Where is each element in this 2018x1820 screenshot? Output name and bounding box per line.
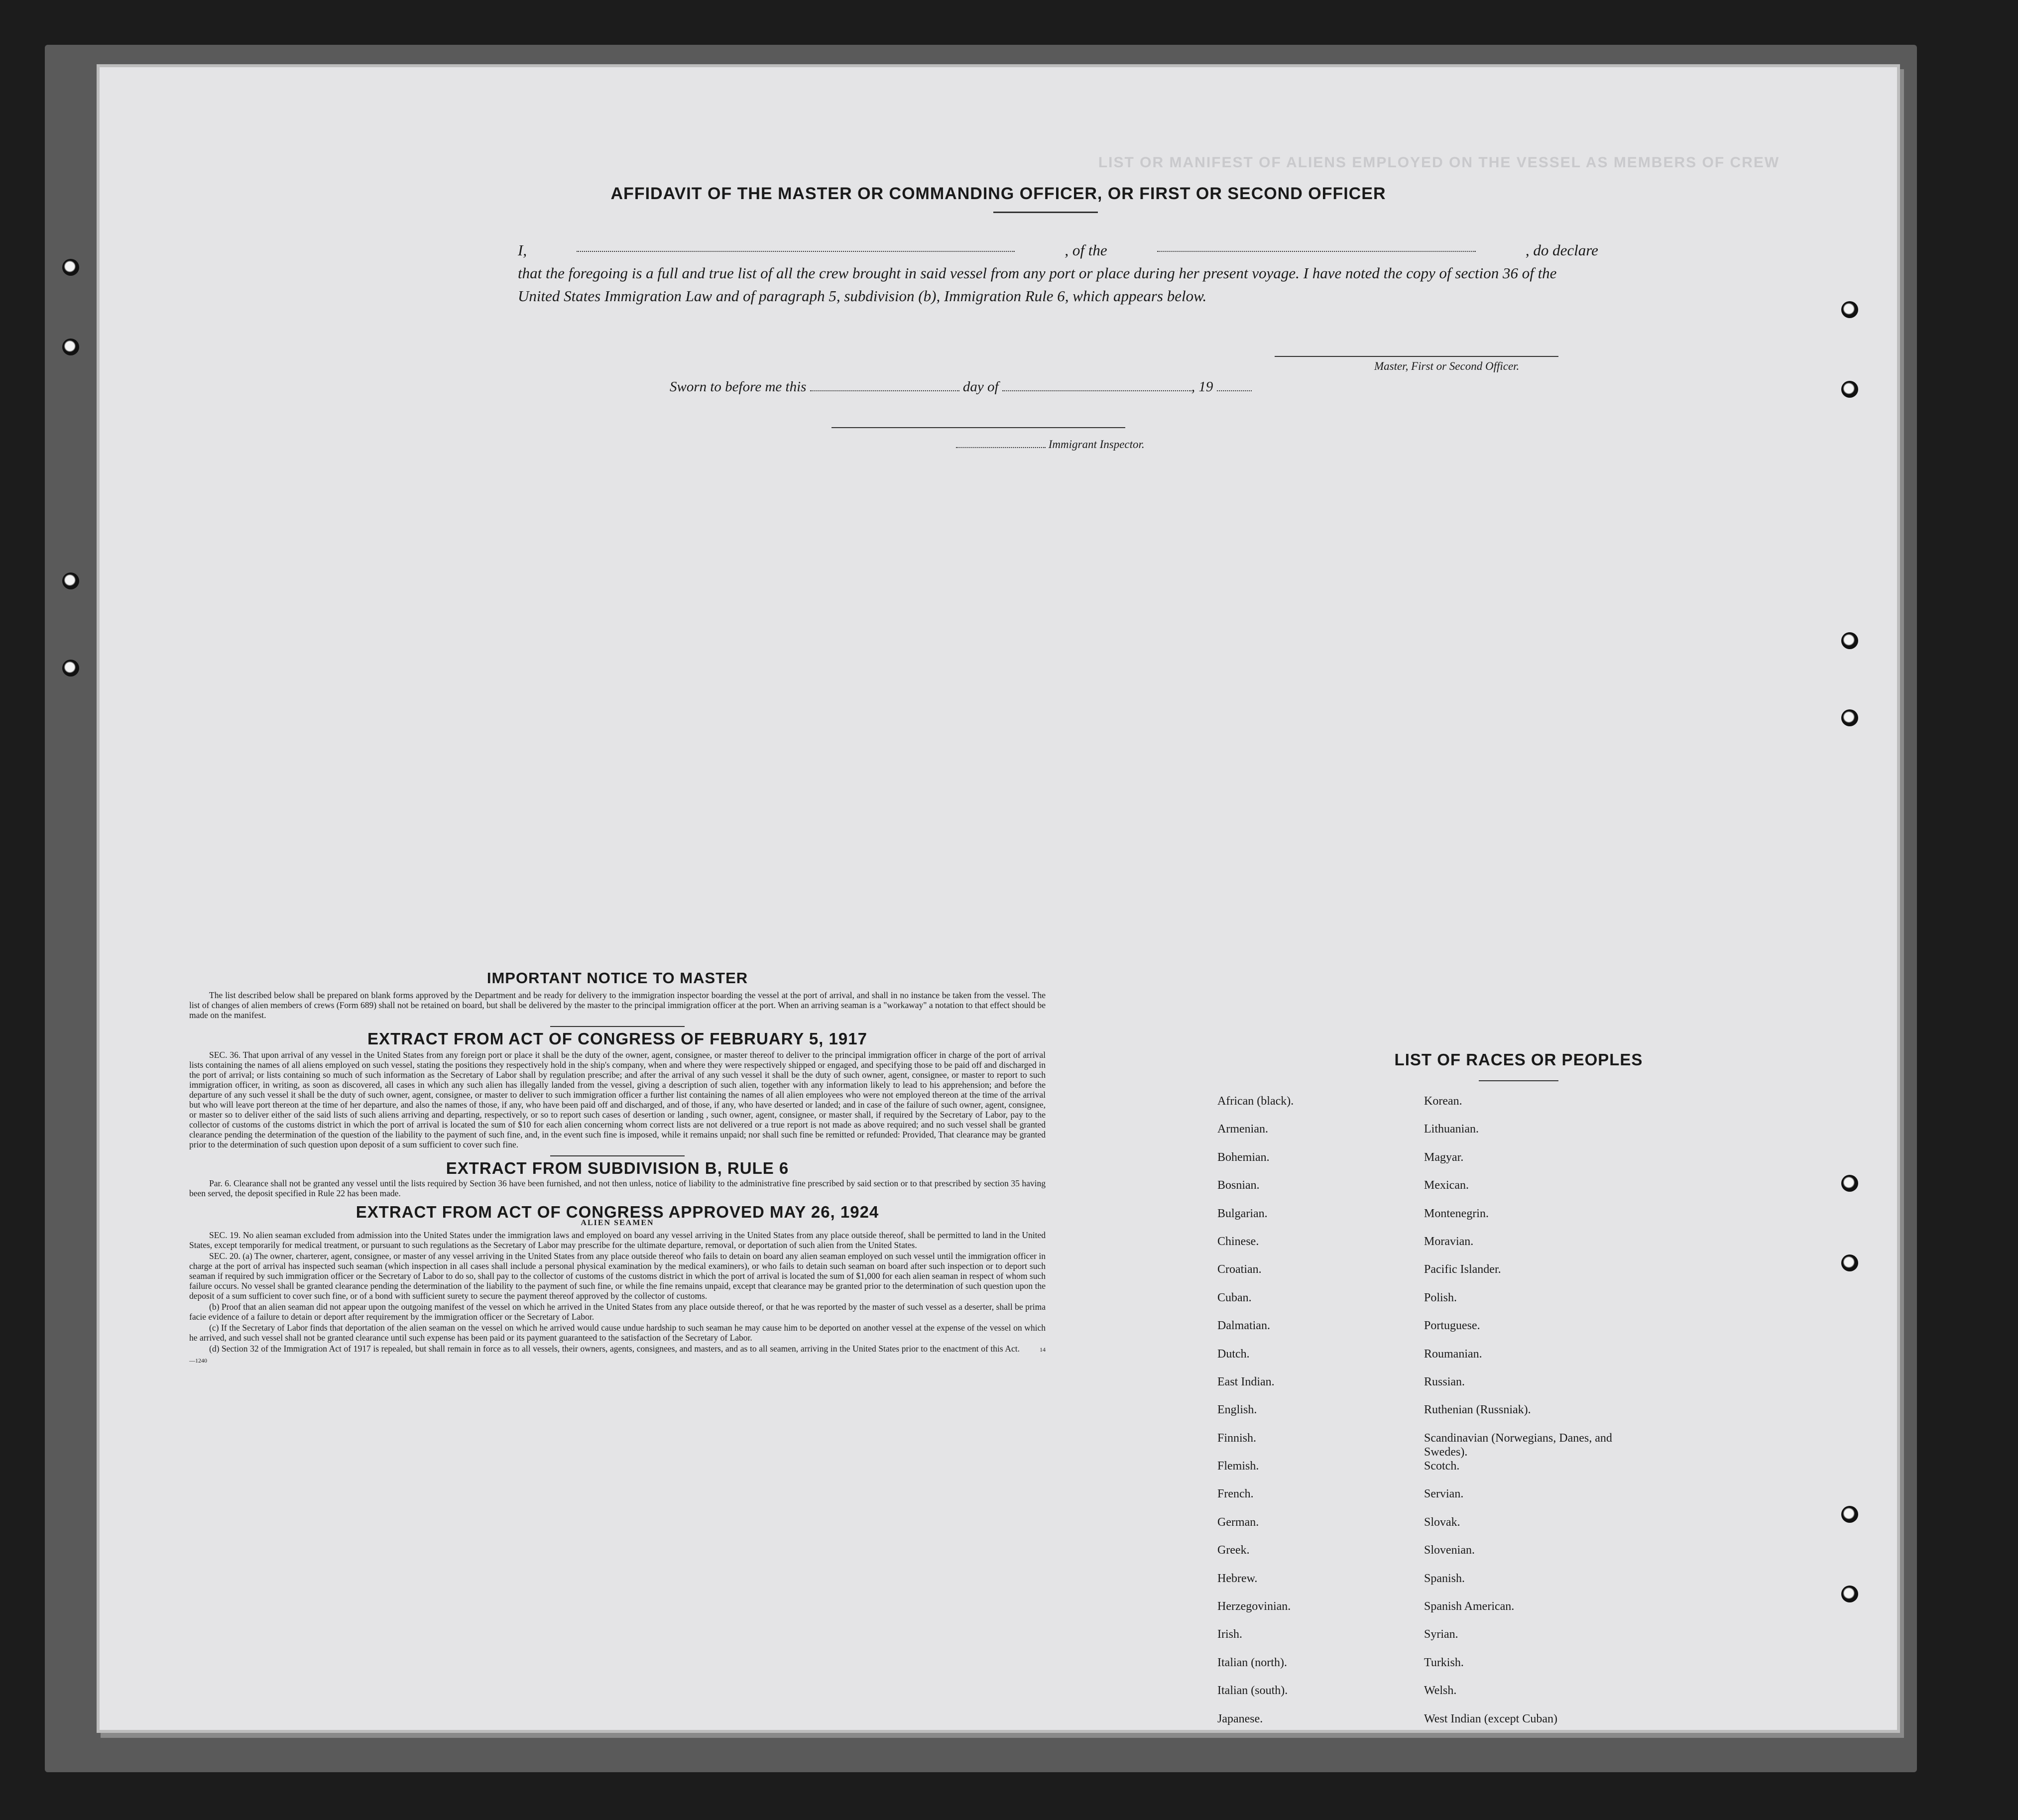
sworn-month-field[interactable] <box>1002 378 1191 391</box>
sworn-prefix: Sworn to before me this <box>670 379 807 395</box>
race-item: East Indian. <box>1217 1375 1275 1388</box>
race-item: Flemish. <box>1217 1460 1259 1473</box>
binder-hole <box>62 572 79 589</box>
race-item: Herzegovinian. <box>1217 1600 1291 1613</box>
race-item: Moravian. <box>1424 1235 1474 1248</box>
extract-1917-text: SEC. 36. That upon arrival of any vessel in the United States from any foreign port or place it shall be the duty of the owner, agent, consignee, or master thereof to deliver to the principal immigration officer in charge of the port of arrival lists containing the names of all aliens employed on such vessel, stating the positions they respectively hold in the ship's company, when and where they were respectively shipped or engaged, and specifying those to be paid off and discharged in the port of arrival; or lists containing so much of such information as the Secretary of Labor shall by regulation prescribe; and after the arrival of any such vessel it shall be the duty of such owner, agent, consignee, or master to report to such immigration officer, in writing, as soon as discovered, all cases in which any such alien has illegally landed from the vessel, giving a description of such alien, together with any information likely to lead to his apprehension; and before the departure of any such vessel it shall be the duty of such owner, agent, consignee, or master to deliver to such immigration officer a further list containing the names of all alien employees who were not employed thereon at the time of the arrival but who will leave port thereon at the time of her departure, and also the names of those, if any, who have been paid off and discharged, and of those, if any, who have deserted or landed; and in case of the failure of such owner, agent, consignee, or master so to deliver either of the said lists of such aliens arriving and departing, respectively, or so to report such cases of desertion or landing , such owner, agent, consignee, or master shall, if required by the Secretary of Labor, pay to the collector of customs of the customs district in which the port of arrival is located the sum of $10 for each alien concerning whom correct lists are not delivered or a true report is not made as above required; and no such vessel shall be granted clearance pending the determination of the question of the liability to the payment of such fine, and, in the event such fine is imposed, while it remains unpaid; nor shall such fine be remitted or refunded: Provided, That clearance may be granted prior to the determination of such question upon deposit of a sum sufficient to cover such fine. <box>189 1050 1046 1149</box>
inspector-name-field[interactable] <box>956 440 1046 448</box>
binder-hole <box>1841 1586 1858 1602</box>
race-item: English. <box>1217 1403 1257 1417</box>
race-item: Slovenian. <box>1424 1544 1475 1557</box>
race-item: Greek. <box>1217 1544 1250 1557</box>
section-divider <box>550 1026 685 1027</box>
vessel-name-field[interactable] <box>1157 239 1476 252</box>
affidavit-title: AFFIDAVIT OF THE MASTER OR COMMANDING OFFICER, OR FIRST OR SECOND OFFICER <box>610 184 1386 203</box>
race-item: Ruthenian (Russniak). <box>1424 1403 1531 1417</box>
race-item: African (black). <box>1217 1095 1294 1108</box>
race-item: Bohemian. <box>1217 1150 1270 1164</box>
race-item: French. <box>1217 1487 1254 1501</box>
extract-1924-sec20d <box>189 1344 1046 1365</box>
extract-rule6-text: Par. 6. Clearance shall not be granted any vessel until the lists required by Section 36 have been furnished, and not then unless, notice of liability to the administrative fine prescribed by said section or to that prescribed by section 35 having been served, the deposit specified in Rule 22 has been made. <box>189 1178 1046 1198</box>
declaration-line <box>518 239 1598 262</box>
race-item: Spanish American. <box>1424 1600 1515 1613</box>
extract-1924-sec20c: (c) If the Secretary of Labor finds that deportation of the alien seaman on the vessel on which he arrived would cause undue hardship to such seaman he may cause him to be deported on another vessel at the expense of the vessel on which he arrived, and such vessel shall not be granted clearance until such expense has been paid or its payment guaranteed to the satisfaction of the Secretary of Labor. <box>189 1323 1046 1343</box>
extract-rule6-title: EXTRACT FROM SUBDIVISION B, RULE 6 <box>446 1159 789 1177</box>
race-item: Italian (north). <box>1217 1656 1287 1669</box>
races-divider <box>1479 1080 1558 1081</box>
signature-label: Master, First or Second Officer. <box>1374 360 1520 372</box>
binder-hole <box>1841 381 1858 398</box>
form-code: 14—1240 <box>189 1346 1046 1364</box>
sworn-line <box>670 378 1252 395</box>
race-item: Russian. <box>1424 1375 1465 1388</box>
binder-hole <box>1841 1506 1858 1523</box>
manifest-page <box>100 67 1897 1730</box>
extract-1924-sec20a: SEC. 20. (a) The owner, charterer, agent, consignee, or master of any vessel arriving in the United States from any place outside thereof who fails to detain on board any alien seaman employed on such vessel until the immigration officer in charge at the port of arrival has inspected such seaman (which inspection in all cases shall include a personal physical examination by the medical examiners), or who fails to detain such seaman on board after such inspection or to deport such seaman if required by such immigration officer or the Secretary of Labor to do so, shall pay to the collector of customs of the customs district in which the port of arrival is located the sum of $1,000 for each alien seaman in respect of whom such failure occurs. No vessel shall be granted clearance pending the determination of the liability to the payment of such fine, or while the fine remains unpaid, except that clearance may be granted prior to the determination of such question upon the deposit of a sum sufficient to cover such fine, or of a bond with sufficient surety to secure the payment thereof approved by the collector of customs. <box>189 1251 1046 1301</box>
of-the-label: , of the <box>1065 241 1107 259</box>
sworn-day-of-label: day of <box>962 379 999 395</box>
race-item: Italian (south). <box>1217 1684 1288 1698</box>
binder-hole <box>1841 301 1858 318</box>
notice-text: The list described below shall be prepared on blank forms approved by the Department and be ready for delivery to the immigration inspector boarding the vessel at the port of arrival, and shall in no instance be taken from the vessel. The list of changes of alien members of crews (Form 689) shall not be retained on board, but shall be delivered by the master to the principal immigration officer at the port. When an arriving seaman is a "workaway" a notation to that effect should be made on the manifest. <box>189 990 1046 1020</box>
notice-title: IMPORTANT NOTICE TO MASTER <box>486 969 748 987</box>
race-item: Slovak. <box>1424 1515 1460 1529</box>
inspector-signature-field[interactable] <box>831 427 1125 428</box>
races-column-1 <box>1217 1094 1397 1730</box>
inspector-label <box>956 438 1145 451</box>
races-column-2 <box>1424 1094 1633 1730</box>
extract-1924-title: EXTRACT FROM ACT OF CONGRESS APPROVED MAY 26, 1924 <box>356 1203 879 1221</box>
binder-hole <box>62 259 79 276</box>
extract-1924-sec19: SEC. 19. No alien seaman excluded from admission into the United States under the immigration laws and employed on board any vessel arriving in the United States from any place outside thereof, shall be permitted to land in the United States, except temporarily for medical treatment, or pursuant to such regulations as the Secretary of Labor may prescribe for the ultimate departure, removal, or deportation of such alien from the United States. <box>189 1230 1046 1250</box>
race-item: Montenegrin. <box>1424 1207 1489 1220</box>
sworn-day-field[interactable] <box>810 378 959 391</box>
sworn-year-field[interactable] <box>1217 378 1252 391</box>
do-declare-label: , do declare <box>1525 241 1598 259</box>
race-item: Pacific Islander. <box>1424 1263 1501 1276</box>
officer-name-field[interactable] <box>577 239 1015 252</box>
binder-hole <box>1841 632 1858 649</box>
race-item: Chinese. <box>1217 1235 1259 1248</box>
section-divider <box>550 1155 685 1156</box>
binder-hole <box>1841 1254 1858 1271</box>
inspector-label-text: Immigrant Inspector. <box>1048 438 1145 451</box>
title-divider <box>993 212 1098 213</box>
race-item: Cuban. <box>1217 1291 1252 1304</box>
affidavit-body <box>518 239 1598 308</box>
binder-hole <box>1841 709 1858 726</box>
race-item: Bulgarian. <box>1217 1207 1268 1220</box>
binder-hole <box>1841 1175 1858 1192</box>
race-item: Roumanian. <box>1424 1347 1482 1361</box>
race-item: Polish. <box>1424 1291 1457 1304</box>
bleed-through-header: LIST OR MANIFEST OF ALIENS EMPLOYED ON THE VESSEL AS MEMBERS OF CREW <box>1098 154 1780 171</box>
race-item: Korean. <box>1424 1095 1462 1108</box>
race-item: Scandinavian (Norwegians, Danes, and Swedes). <box>1424 1431 1612 1459</box>
race-item: Spanish. <box>1424 1572 1465 1585</box>
race-item: Magyar. <box>1424 1150 1464 1164</box>
extract-1917-title: EXTRACT FROM ACT OF CONGRESS OF FEBRUARY 5, 1917 <box>367 1029 867 1048</box>
races-title: LIST OF RACES OR PEOPLES <box>1394 1050 1643 1069</box>
binder-hole <box>62 660 79 677</box>
race-item: Japanese. <box>1217 1712 1263 1725</box>
binder-hole <box>62 339 79 355</box>
race-item: Welsh. <box>1424 1684 1457 1698</box>
race-item: West Indian (except Cuban) <box>1424 1712 1557 1725</box>
race-item: Bosnian. <box>1217 1179 1260 1192</box>
race-item: Syrian. <box>1424 1628 1458 1641</box>
race-item: Scotch. <box>1424 1460 1460 1473</box>
race-item: Irish. <box>1217 1628 1242 1641</box>
declare-i-label: I, <box>518 241 527 259</box>
race-item: Turkish. <box>1424 1656 1464 1669</box>
race-item: Portuguese. <box>1424 1319 1480 1333</box>
race-item: German. <box>1217 1515 1259 1529</box>
affidavit-statement: that the foregoing is a full and true list of all the crew brought in said vessel from any port or place during her present voyage. I have noted the copy of section 36 of the United States Immigration Law and of paragraph 5, subdivision (b), Immigration Rule 6, which appears below. <box>518 264 1557 305</box>
sec20d-text: (d) Section 32 of the Immigration Act of 1917 is repealed, but shall remain in force as to all vessels, their owners, agents, consignees, and masters, and as to all seamen, arriving in the United States prior to the enactment of this Act. <box>209 1344 1020 1354</box>
extract-1924-subtitle: ALIEN SEAMEN <box>581 1219 654 1227</box>
race-item: Dutch. <box>1217 1347 1250 1361</box>
race-item: Mexican. <box>1424 1179 1469 1192</box>
signature-field[interactable] <box>1275 356 1558 357</box>
extract-1924-sec20b: (b) Proof that an alien seaman did not appear upon the outgoing manifest of the vessel on which he arrived in the United States from any place outside thereof, or that he was reported by the master of such vessel as a deserter, shall be prima facie evidence of a failure to detain or deport after requirement by the immigration officer or the Secretary of Labor. <box>189 1302 1046 1322</box>
race-item: Croatian. <box>1217 1263 1262 1276</box>
sworn-year-label: , 19 <box>1191 379 1213 395</box>
race-item: Lithuanian. <box>1424 1123 1479 1136</box>
race-item: Dalmatian. <box>1217 1319 1270 1333</box>
race-item: Armenian. <box>1217 1123 1268 1136</box>
legal-notices <box>189 969 1046 1366</box>
race-item: Hebrew. <box>1217 1572 1258 1585</box>
race-item: Servian. <box>1424 1487 1464 1501</box>
race-item: Finnish. <box>1217 1431 1257 1445</box>
